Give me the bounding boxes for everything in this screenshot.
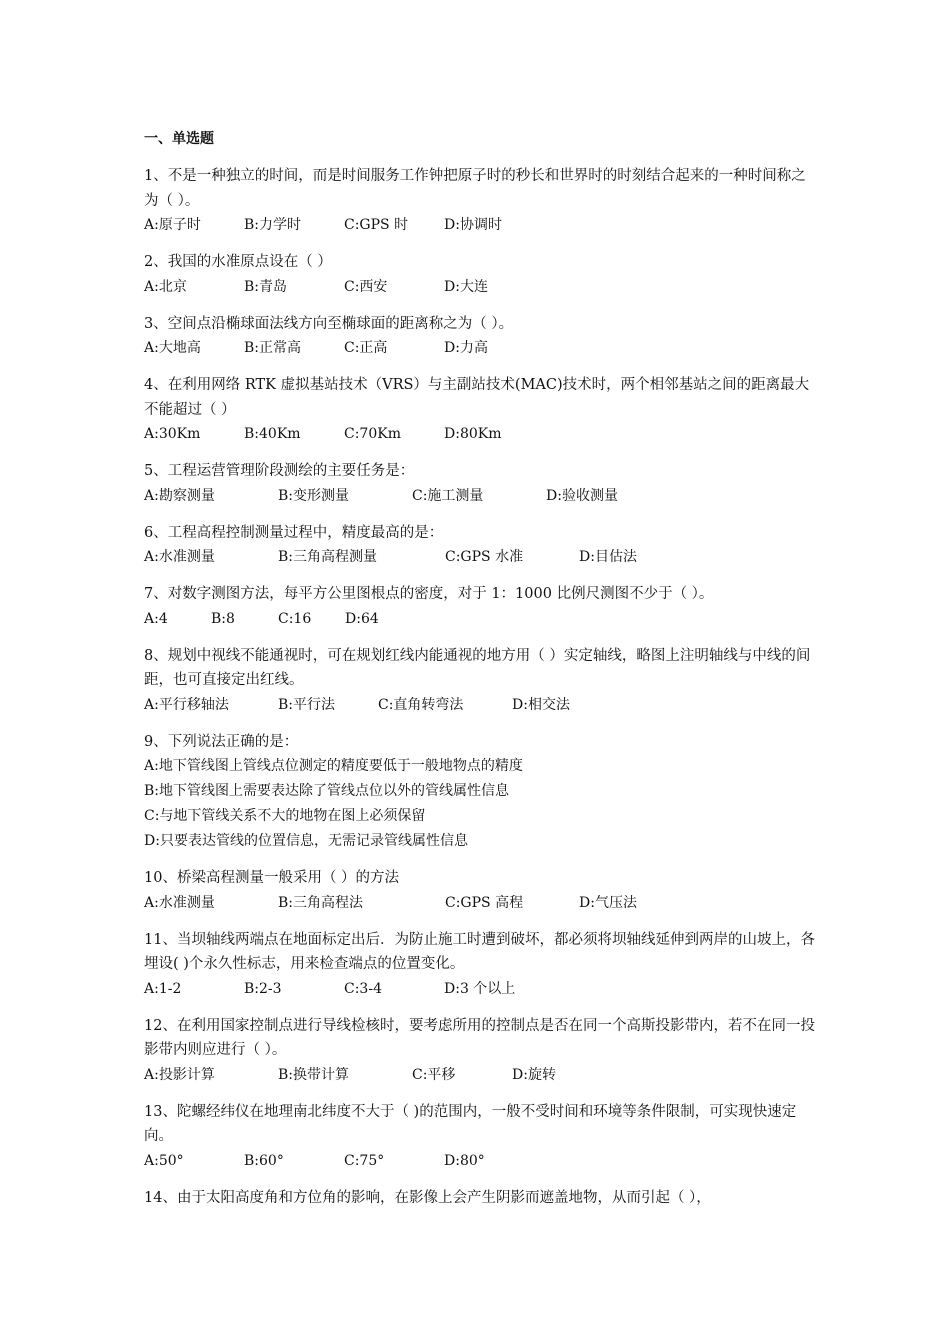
option-a: A:1-2 <box>144 980 182 997</box>
option-row <box>144 545 816 570</box>
option-c: C:平移 <box>412 1066 456 1083</box>
question-text: 6、工程高程控制测量过程中，精度最高的是： <box>144 524 444 541</box>
option-c: C:西安 <box>344 278 388 295</box>
option-a: A:投影计算 <box>144 1066 215 1083</box>
question-10 <box>144 866 816 916</box>
option-a: A:北京 <box>144 278 187 295</box>
question-text: 14、由于太阳高度角和方位角的影响，在影像上会产生阴影而遮盖地物，从而引起（ ）， <box>144 1189 711 1206</box>
option-a: A:50° <box>144 1152 184 1169</box>
option-b: B:三角高程法 <box>278 894 364 911</box>
section-title: 一、单选题 <box>144 131 214 147</box>
option-row <box>144 977 816 1002</box>
question-5 <box>144 459 816 509</box>
question-text: 3、空间点沿椭球面法线方向至椭球面的距离称之为（ ）。 <box>144 315 514 332</box>
option-row <box>144 891 816 916</box>
option-b: B:40Km <box>244 426 301 442</box>
question-text: 13、陀螺经纬仪在地理南北纬度不大于（ )的范围内，一般不受时间和环境等条件限制，可实现快速定向。 <box>144 1103 797 1144</box>
option-d: D:64 <box>345 610 379 627</box>
question-8 <box>144 644 816 718</box>
option-row <box>144 213 816 238</box>
option-d: D:大连 <box>444 278 488 295</box>
option-b: B:60° <box>244 1152 284 1169</box>
question-9 <box>144 730 816 855</box>
option-a: A:地下管线图上管线点位测定的精度要低于一般地物点的精度 <box>144 758 523 774</box>
option-d: D:协调时 <box>444 217 502 233</box>
question-text: 11、当坝轴线两端点在地面标定出后．为防止施工时遭到破坏，都必须将坝轴线延伸到两岸的山坡上，各埋设( )个永久性标志，用来检查端点的位置变化。 <box>144 931 815 972</box>
option-a: A:水准测量 <box>144 894 215 911</box>
question-text: 1、不是一种独立的时间，而是时间服务工作钟把原子时的秒长和世界时的时刻结合起来的一种时间称之为（ ）。 <box>144 168 806 209</box>
option-b: B:8 <box>211 610 235 627</box>
option-d: D:只要表达管线的位置信息，无需记录管线属性信息 <box>144 833 468 849</box>
option-b: B:换带计算 <box>278 1066 350 1083</box>
question-text: 10、桥梁高程测量一般采用（ ）的方法 <box>144 870 400 886</box>
question-text: 5、工程运营管理阶段测绘的主要任务是： <box>144 463 415 479</box>
question-text: 8、规划中视线不能通视时，可在规划红线内能通视的地方用（ ）实定轴线，略图上注明轴线与中线的间距，也可直接定出红线。 <box>144 647 811 688</box>
question-6 <box>144 521 816 571</box>
option-row <box>144 1149 816 1174</box>
option-b: B:平行法 <box>278 696 336 713</box>
option-b: B:正常高 <box>244 340 302 356</box>
option-d: D:旋转 <box>512 1066 556 1083</box>
question-1 <box>144 164 816 238</box>
option-a: A:大地高 <box>144 340 201 356</box>
question-3 <box>144 312 816 362</box>
option-c: C:75° <box>344 1152 385 1169</box>
option-c: C:GPS 水准 <box>445 549 524 565</box>
option-row <box>144 607 816 632</box>
option-c: C:与地下管线关系不大的地物在图上必须保留 <box>144 808 426 824</box>
option-c: C:直角转弯法 <box>378 696 464 713</box>
option-a: A:水准测量 <box>144 549 215 565</box>
option-c: C:70Km <box>344 426 401 442</box>
option-a: A:平行移轴法 <box>144 696 229 713</box>
option-c: C:施工测量 <box>412 487 484 504</box>
question-7 <box>144 582 816 632</box>
option-b: B:地下管线图上需要表达除了管线点位以外的管线属性信息 <box>144 783 510 799</box>
option-d: D:气压法 <box>579 894 637 911</box>
option-a: A:勘察测量 <box>144 487 215 504</box>
question-13 <box>144 1100 816 1174</box>
question-text: 2、我国的水准原点设在（ ） <box>144 254 332 270</box>
option-a: A:30Km <box>144 426 201 442</box>
question-4 <box>144 373 816 447</box>
option-row <box>144 1063 816 1088</box>
option-d: D:80Km <box>444 426 502 442</box>
option-d: D:80° <box>444 1152 485 1169</box>
option-row <box>144 422 816 447</box>
question-12 <box>144 1014 816 1088</box>
option-b: B:2-3 <box>244 980 282 997</box>
option-d: D:验收测量 <box>546 487 618 504</box>
option-c: C:GPS 高程 <box>445 894 524 911</box>
option-c: C:正高 <box>344 340 388 356</box>
question-text: 7、对数字测图方法，每平方公里图根点的密度，对于 1：1000 比例尺测图不少于（ ）。 <box>144 586 714 602</box>
question-text: 12、在利用国家控制点进行导线检核时，要考虑所用的控制点是否在同一个高斯投影带内，若不在同一投影带内则应进行（ ）。 <box>144 1017 815 1058</box>
option-c: C:16 <box>278 610 312 627</box>
option-d: D:相交法 <box>512 696 570 713</box>
option-c: C:3-4 <box>344 980 382 997</box>
option-c: C:GPS 时 <box>344 217 409 233</box>
option-d: D:目估法 <box>579 549 637 565</box>
option-row <box>144 484 816 509</box>
option-b: B:三角高程测量 <box>278 549 378 565</box>
option-d: D:力高 <box>444 340 488 356</box>
option-a: A:原子时 <box>144 217 201 233</box>
option-b: B:力学时 <box>244 217 302 233</box>
question-2 <box>144 250 816 300</box>
option-b: B:变形测量 <box>278 487 350 504</box>
option-b: B:青岛 <box>244 278 288 295</box>
option-d: D:3 个以上 <box>444 980 516 997</box>
exam-content <box>144 128 816 1222</box>
question-text: 9、下列说法正确的是： <box>144 733 299 750</box>
option-a: A:4 <box>144 610 168 627</box>
question-text: 4、在利用网络 RTK 虚拟基站技术（VRS）与主副站技术(MAC)技术时，两个相邻基站之间的距离最大不能超过（ ） <box>144 377 810 418</box>
option-row <box>144 336 816 361</box>
option-row <box>144 693 816 718</box>
question-14 <box>144 1186 816 1211</box>
question-11 <box>144 928 816 1002</box>
option-row <box>144 275 816 300</box>
